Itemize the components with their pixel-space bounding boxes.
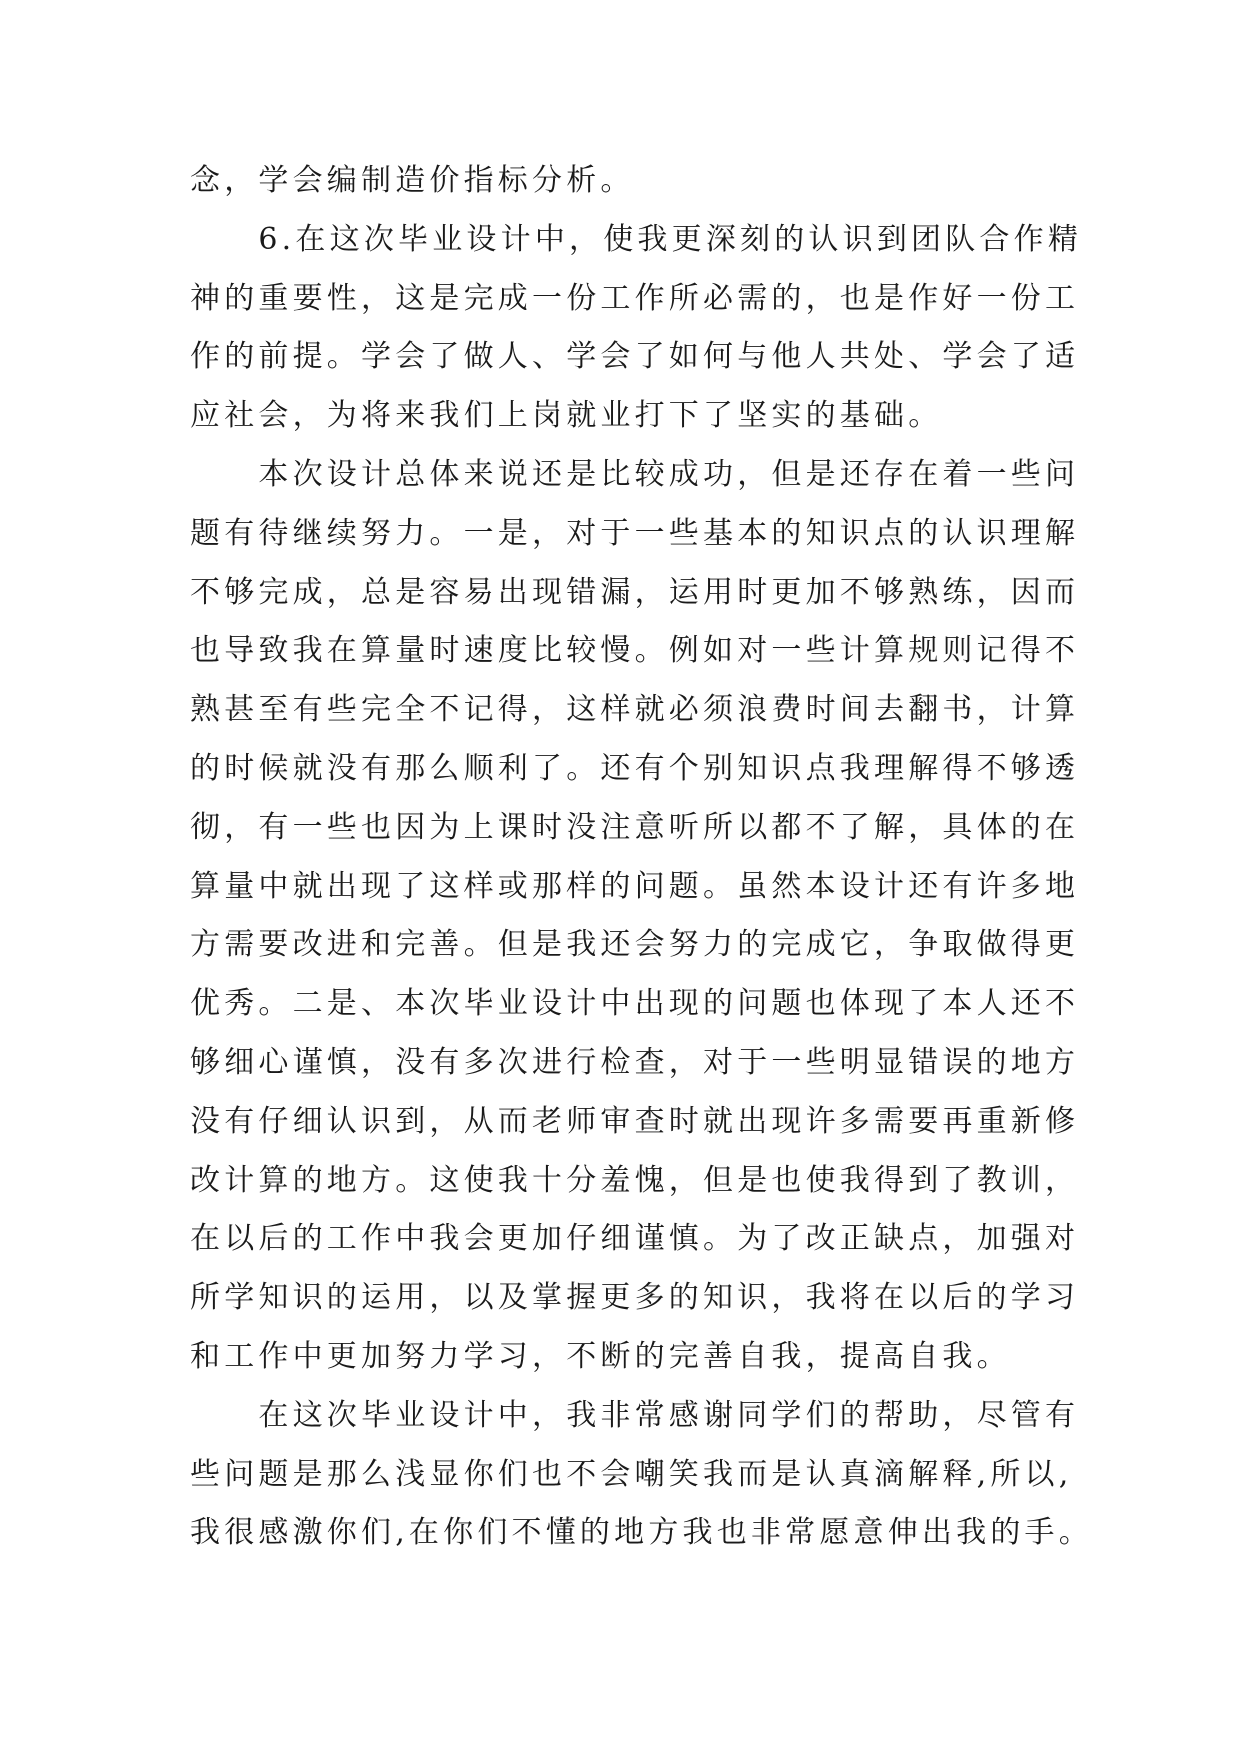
text-line: 在以后的工作中我会更加仔细谨慎。为了改正缺点，加强对 <box>190 1221 1080 1257</box>
text-line: 的时候就没有那么顺利了。还有个别知识点我理解得不够透 <box>190 750 1080 786</box>
text-line: 彻，有一些也因为上课时没注意听所以都不了解，具体的在 <box>190 809 1080 845</box>
text-line: 念，学会编制造价指标分析。 <box>190 163 635 198</box>
body-text <box>190 152 1093 1563</box>
text-line: 没有仔细认识到，从而老师审查时就出现许多需要再重新修 <box>190 1103 1080 1139</box>
text-line: 优秀。二是、本次毕业设计中出现的问题也体现了本人还不 <box>190 986 1080 1022</box>
text-line: 所学知识的运用，以及掌握更多的知识，我将在以后的学习 <box>190 1280 1080 1316</box>
text-line: 在这次毕业设计中，我非常感谢同学们的帮助，尽管有 <box>190 1397 1080 1433</box>
text-line: 够细心谨慎，没有多次进行检查，对于一些明显错误的地方 <box>190 1044 1080 1080</box>
text-line: 应社会，为将来我们上岗就业打下了坚实的基础。 <box>190 398 943 434</box>
text-line: 作的前提。学会了做人、学会了如何与他人共处、学会了适 <box>190 339 1080 375</box>
text-line: 改计算的地方。这使我十分羞愧，但是也使我得到了教训， <box>190 1162 1080 1198</box>
text-line: 本次设计总体来说还是比较成功，但是还存在着一些问 <box>190 456 1080 492</box>
text-line: 不够完成，总是容易出现错漏，运用时更加不够熟练，因而 <box>190 574 1080 610</box>
text-line: 神的重要性，这是完成一份工作所必需的，也是作好一份工 <box>190 280 1080 316</box>
text-line: 和工作中更加努力学习，不断的完善自我，提高自我。 <box>190 1338 1011 1374</box>
text-line: 算量中就出现了这样或那样的问题。虽然本设计还有许多地 <box>190 868 1080 904</box>
text-line: 题有待继续努力。一是，对于一些基本的知识点的认识理解 <box>190 515 1080 551</box>
text-line: 6.在这次毕业设计中，使我更深刻的认识到团队合作精 <box>190 221 1083 257</box>
text-line: 方需要改进和完善。但是我还会努力的完成它，争取做得更 <box>190 927 1080 963</box>
text-line: 我很感激你们,在你们不懂的地方我也非常愿意伸出我的手。 <box>190 1515 1093 1551</box>
text-line: 也导致我在算量时速度比较慢。例如对一些计算规则记得不 <box>190 633 1080 669</box>
text-line: 熟甚至有些完全不记得，这样就必须浪费时间去翻书，计算 <box>190 692 1080 728</box>
text-line: 些问题是那么浅显你们也不会嘲笑我而是认真滴解释,所以, <box>190 1456 1073 1492</box>
